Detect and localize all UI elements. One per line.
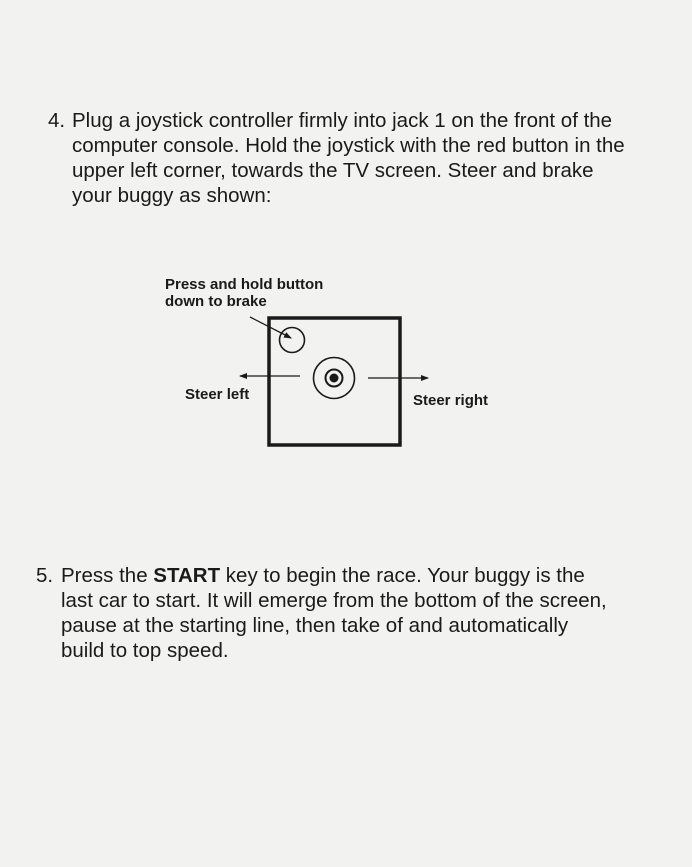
joystick-stick-icon <box>330 374 339 383</box>
step-line: last car to start. It will emerge from the bottom of the screen, <box>61 589 607 612</box>
joystick-inner-ring <box>326 370 343 387</box>
brake-label <box>165 276 323 310</box>
step-line: computer console. Hold the joystick with the red button in the <box>72 134 625 157</box>
step-line: your buggy as shown: <box>72 184 272 207</box>
joystick-base <box>269 318 400 445</box>
step-line-segment: Press the <box>61 564 154 587</box>
step-line: Plug a joystick controller firmly into jack 1 on the front of the <box>72 109 613 132</box>
step-5 <box>36 563 656 663</box>
step-line-segment: key to begin the race. Your buggy is the <box>220 564 585 587</box>
brake-label-line: Press and hold button <box>165 276 324 293</box>
step-4 <box>48 108 658 208</box>
steer-left-label: Steer left <box>185 386 250 403</box>
start-key-label: START <box>153 564 221 587</box>
brake-pointer-arrow <box>250 317 291 338</box>
fire-button-icon <box>280 328 305 353</box>
step-text <box>48 108 658 208</box>
steer-right-label: Steer right <box>413 392 489 409</box>
step-line: pause at the starting line, then take of and automatically <box>61 614 569 637</box>
step-number: 5. <box>36 564 54 587</box>
step-line: build to top speed. <box>61 639 229 662</box>
step-text <box>36 563 656 663</box>
step-number: 4. <box>48 109 66 132</box>
brake-label-line: down to brake <box>165 293 267 310</box>
step-line <box>61 563 656 588</box>
joystick-outer-ring <box>314 358 355 399</box>
step-line: upper left corner, towards the TV screen. Steer and brake <box>72 159 594 182</box>
